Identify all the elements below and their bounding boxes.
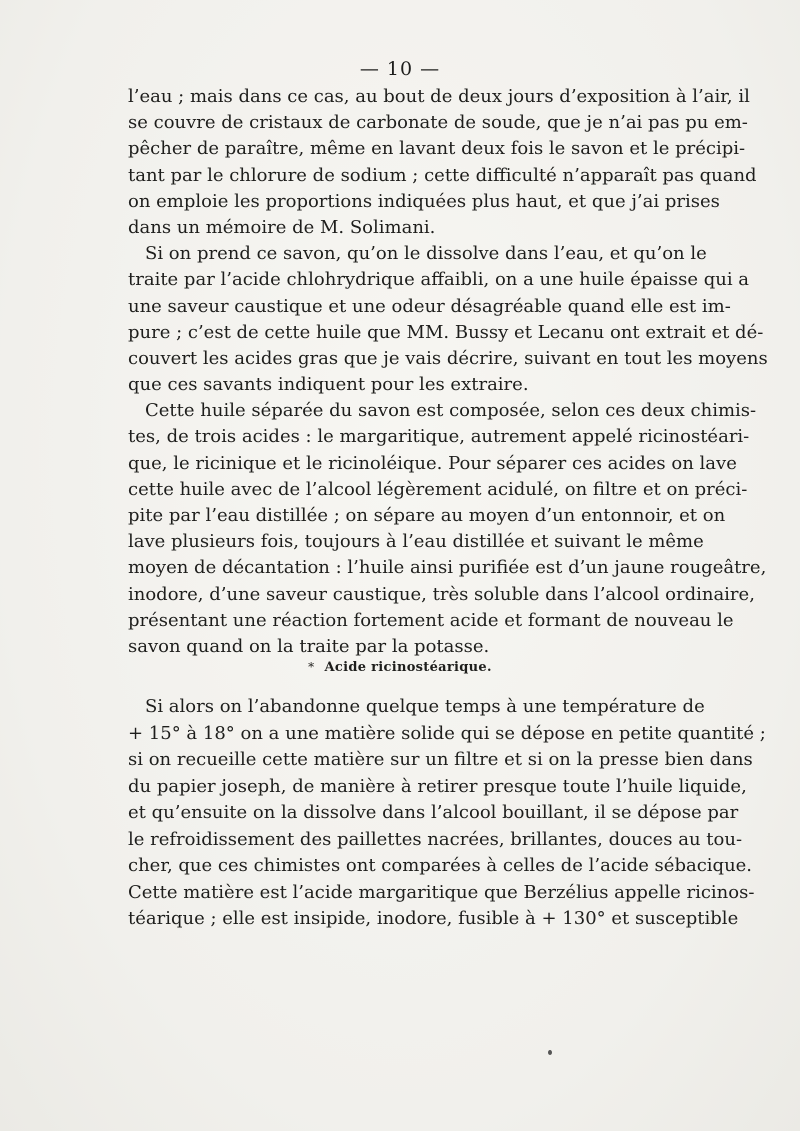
text-line: du papier joseph, de manière à retirer presque toute l’huile liquide, <box>128 775 747 797</box>
text-line: Si on prend ce savon, qu’on le dissolve dans l’eau, et qu’on le <box>145 243 707 265</box>
section-heading <box>0 660 800 675</box>
text-line: dans un mémoire de M. Solimani. <box>128 216 436 238</box>
text-line: si on recueille cette matière sur un filtre et si on la presse bien dans <box>128 749 753 770</box>
text-line: couvert les acides gras que je vais décrire, suivant en tout les moyens <box>128 347 768 369</box>
text-line: Cette matière est l’acide margaritique que Berzélius appelle ricinos- <box>128 881 755 903</box>
heading-mark: * <box>308 660 315 674</box>
body-text-top <box>128 84 768 660</box>
text-line: une saveur caustique et une odeur désagréable quand elle est im- <box>128 295 731 317</box>
text-line: tes, de trois acides : le margaritique, autrement appelé ricinostéari- <box>128 426 750 448</box>
text-line: cette huile avec de l’alcool légèrement acidulé, on filtre et on préci- <box>128 478 748 500</box>
text-line: traite par l’acide chlohrydrique affaibli, on a une huile épaisse qui a <box>128 269 750 291</box>
text-line: pêcher de paraître, même en lavant deux fois le savon et le précipi- <box>128 138 746 160</box>
ink-speck <box>548 1050 552 1055</box>
text-line: inodore, d’une saveur caustique, très soluble dans l’alcool ordinaire, <box>128 583 755 605</box>
text-line: que ces savants indiquent pour les extraire. <box>128 374 529 396</box>
text-line: téarique ; elle est insipide, inodore, fusible à + 130° et susceptible <box>128 908 739 929</box>
text-line: présentant une réaction fortement acide et formant de nouveau le <box>128 609 734 631</box>
text-line: que, le ricinique et le ricinoléique. Pour séparer ces acides on lave <box>128 452 737 474</box>
text-line: moyen de décantation : l’huile ainsi purifiée est d’un jaune rougeâtre, <box>128 557 767 579</box>
heading-text: Acide ricinostéarique. <box>324 660 492 675</box>
text-line: l’eau ; mais dans ce cas, au bout de deux jours d’exposition à l’air, il <box>128 86 750 107</box>
text-line: pure ; c’est de cette huile que MM. Bussy et Lecanu ont extrait et dé- <box>128 321 764 343</box>
text-line: cher, que ces chimistes ont comparées à celles de l’acide sébacique. <box>128 855 753 876</box>
text-line: le refroidissement des paillettes nacrées, brillantes, douces au tou- <box>128 828 743 850</box>
text-line: + 15° à 18° on a une matière solide qui se dépose en petite quantité ; <box>128 722 766 744</box>
text-line: Si alors on l’abandonne quelque temps à une température de <box>145 696 705 717</box>
text-line: et qu’ensuite on la dissolve dans l’alcool bouillant, il se dépose par <box>128 802 739 823</box>
page-number: — 10 — <box>359 58 441 80</box>
text-line: Cette huile séparée du savon est composée, selon ces deux chimis- <box>145 400 757 422</box>
body-text-bottom <box>128 694 766 933</box>
text-line: lave plusieurs fois, toujours à l’eau distillée et suivant le même <box>128 531 704 553</box>
text-line: on emploie les proportions indiquées plus haut, et que j’ai prises <box>128 190 720 212</box>
text-line: savon quand on la traite par la potasse. <box>128 635 490 657</box>
text-line: se couvre de cristaux de carbonate de soude, que je n’ai pas pu em- <box>128 112 748 134</box>
text-line: pite par l’eau distillée ; on sépare au moyen d’un entonnoir, et on <box>128 505 726 526</box>
text-line: tant par le chlorure de sodium ; cette difficulté n’apparaît pas quand <box>128 164 757 186</box>
